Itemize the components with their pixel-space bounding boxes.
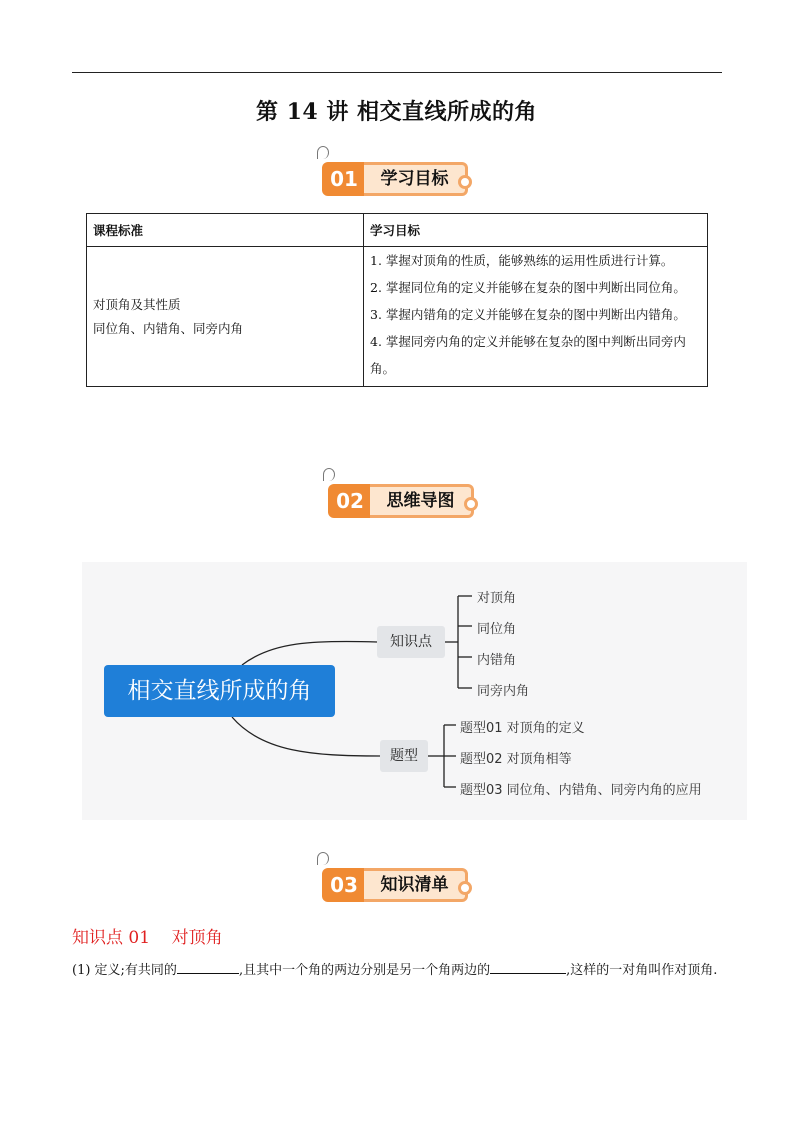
paragraph-suffix: ,这样的一对角叫作对顶角. xyxy=(566,963,718,978)
goal-item: 2. 掌握同位角的定义并能够在复杂的图中判断出同位角。 xyxy=(370,280,686,295)
leaf-question-type-02: 题型02 对顶角相等 xyxy=(460,752,572,767)
badge-number: 01 xyxy=(322,162,366,196)
curl-icon xyxy=(317,146,329,159)
goals-cell xyxy=(364,247,708,387)
badge-label: 学习目标 xyxy=(364,162,468,196)
standard-item: 对顶角及其性质 xyxy=(93,296,181,312)
paragraph-prefix: (1) 定义;有共同的 xyxy=(72,963,177,978)
leaf-alternate-interior-angles: 内错角 xyxy=(477,653,517,668)
branch-knowledge-points: 知识点 xyxy=(377,626,445,658)
curl-icon xyxy=(317,852,329,865)
standard-item: 同位角、内错角、同旁内角 xyxy=(93,320,244,336)
leaf-question-type-03: 题型03 同位角、内错角、同旁内角的应用 xyxy=(460,783,702,798)
badge-number: 02 xyxy=(328,484,372,518)
goal-item: 3. 掌握内错角的定义并能够在复杂的图中判断出内错角。 xyxy=(370,307,686,322)
mind-map xyxy=(82,562,747,820)
leaf-vertical-angles: 对顶角 xyxy=(477,591,517,606)
section-badge-goals xyxy=(320,152,480,198)
definition-paragraph xyxy=(72,957,724,985)
section-badge-mindmap xyxy=(326,474,486,520)
knowledge-heading: 知识点 01 对顶角 xyxy=(72,928,223,948)
curl-icon xyxy=(323,468,335,481)
page-title: 第 14 讲 相交直线所成的角 xyxy=(255,99,538,125)
badge-label: 知识清单 xyxy=(364,868,468,902)
goal-item: 1. 掌握对顶角的性质，能够熟练的运用性质进行计算。 xyxy=(370,253,674,268)
goal-item: 4. 掌握同旁内角的定义并能够在复杂的图中判断出同旁内角。 xyxy=(370,334,686,376)
standards-cell xyxy=(87,247,364,387)
branch-question-types: 题型 xyxy=(380,740,428,772)
fill-blank-2[interactable] xyxy=(490,959,566,974)
paragraph-middle: ,且其中一个角的两边分别是另一个角两边的 xyxy=(238,963,491,978)
badge-number: 03 xyxy=(322,868,366,902)
fill-blank-1[interactable] xyxy=(177,959,239,974)
top-rule xyxy=(72,72,722,73)
leaf-corresponding-angles: 同位角 xyxy=(477,622,517,637)
badge-label: 思维导图 xyxy=(370,484,474,518)
goals-table xyxy=(86,213,708,387)
section-badge-knowledge xyxy=(320,858,480,904)
header-standard: 课程标准 xyxy=(87,214,364,247)
header-goals: 学习目标 xyxy=(364,214,708,247)
leaf-question-type-01: 题型01 对顶角的定义 xyxy=(460,721,585,736)
mind-map-root: 相交直线所成的角 xyxy=(104,665,335,717)
leaf-same-side-interior-angles: 同旁内角 xyxy=(477,684,530,699)
